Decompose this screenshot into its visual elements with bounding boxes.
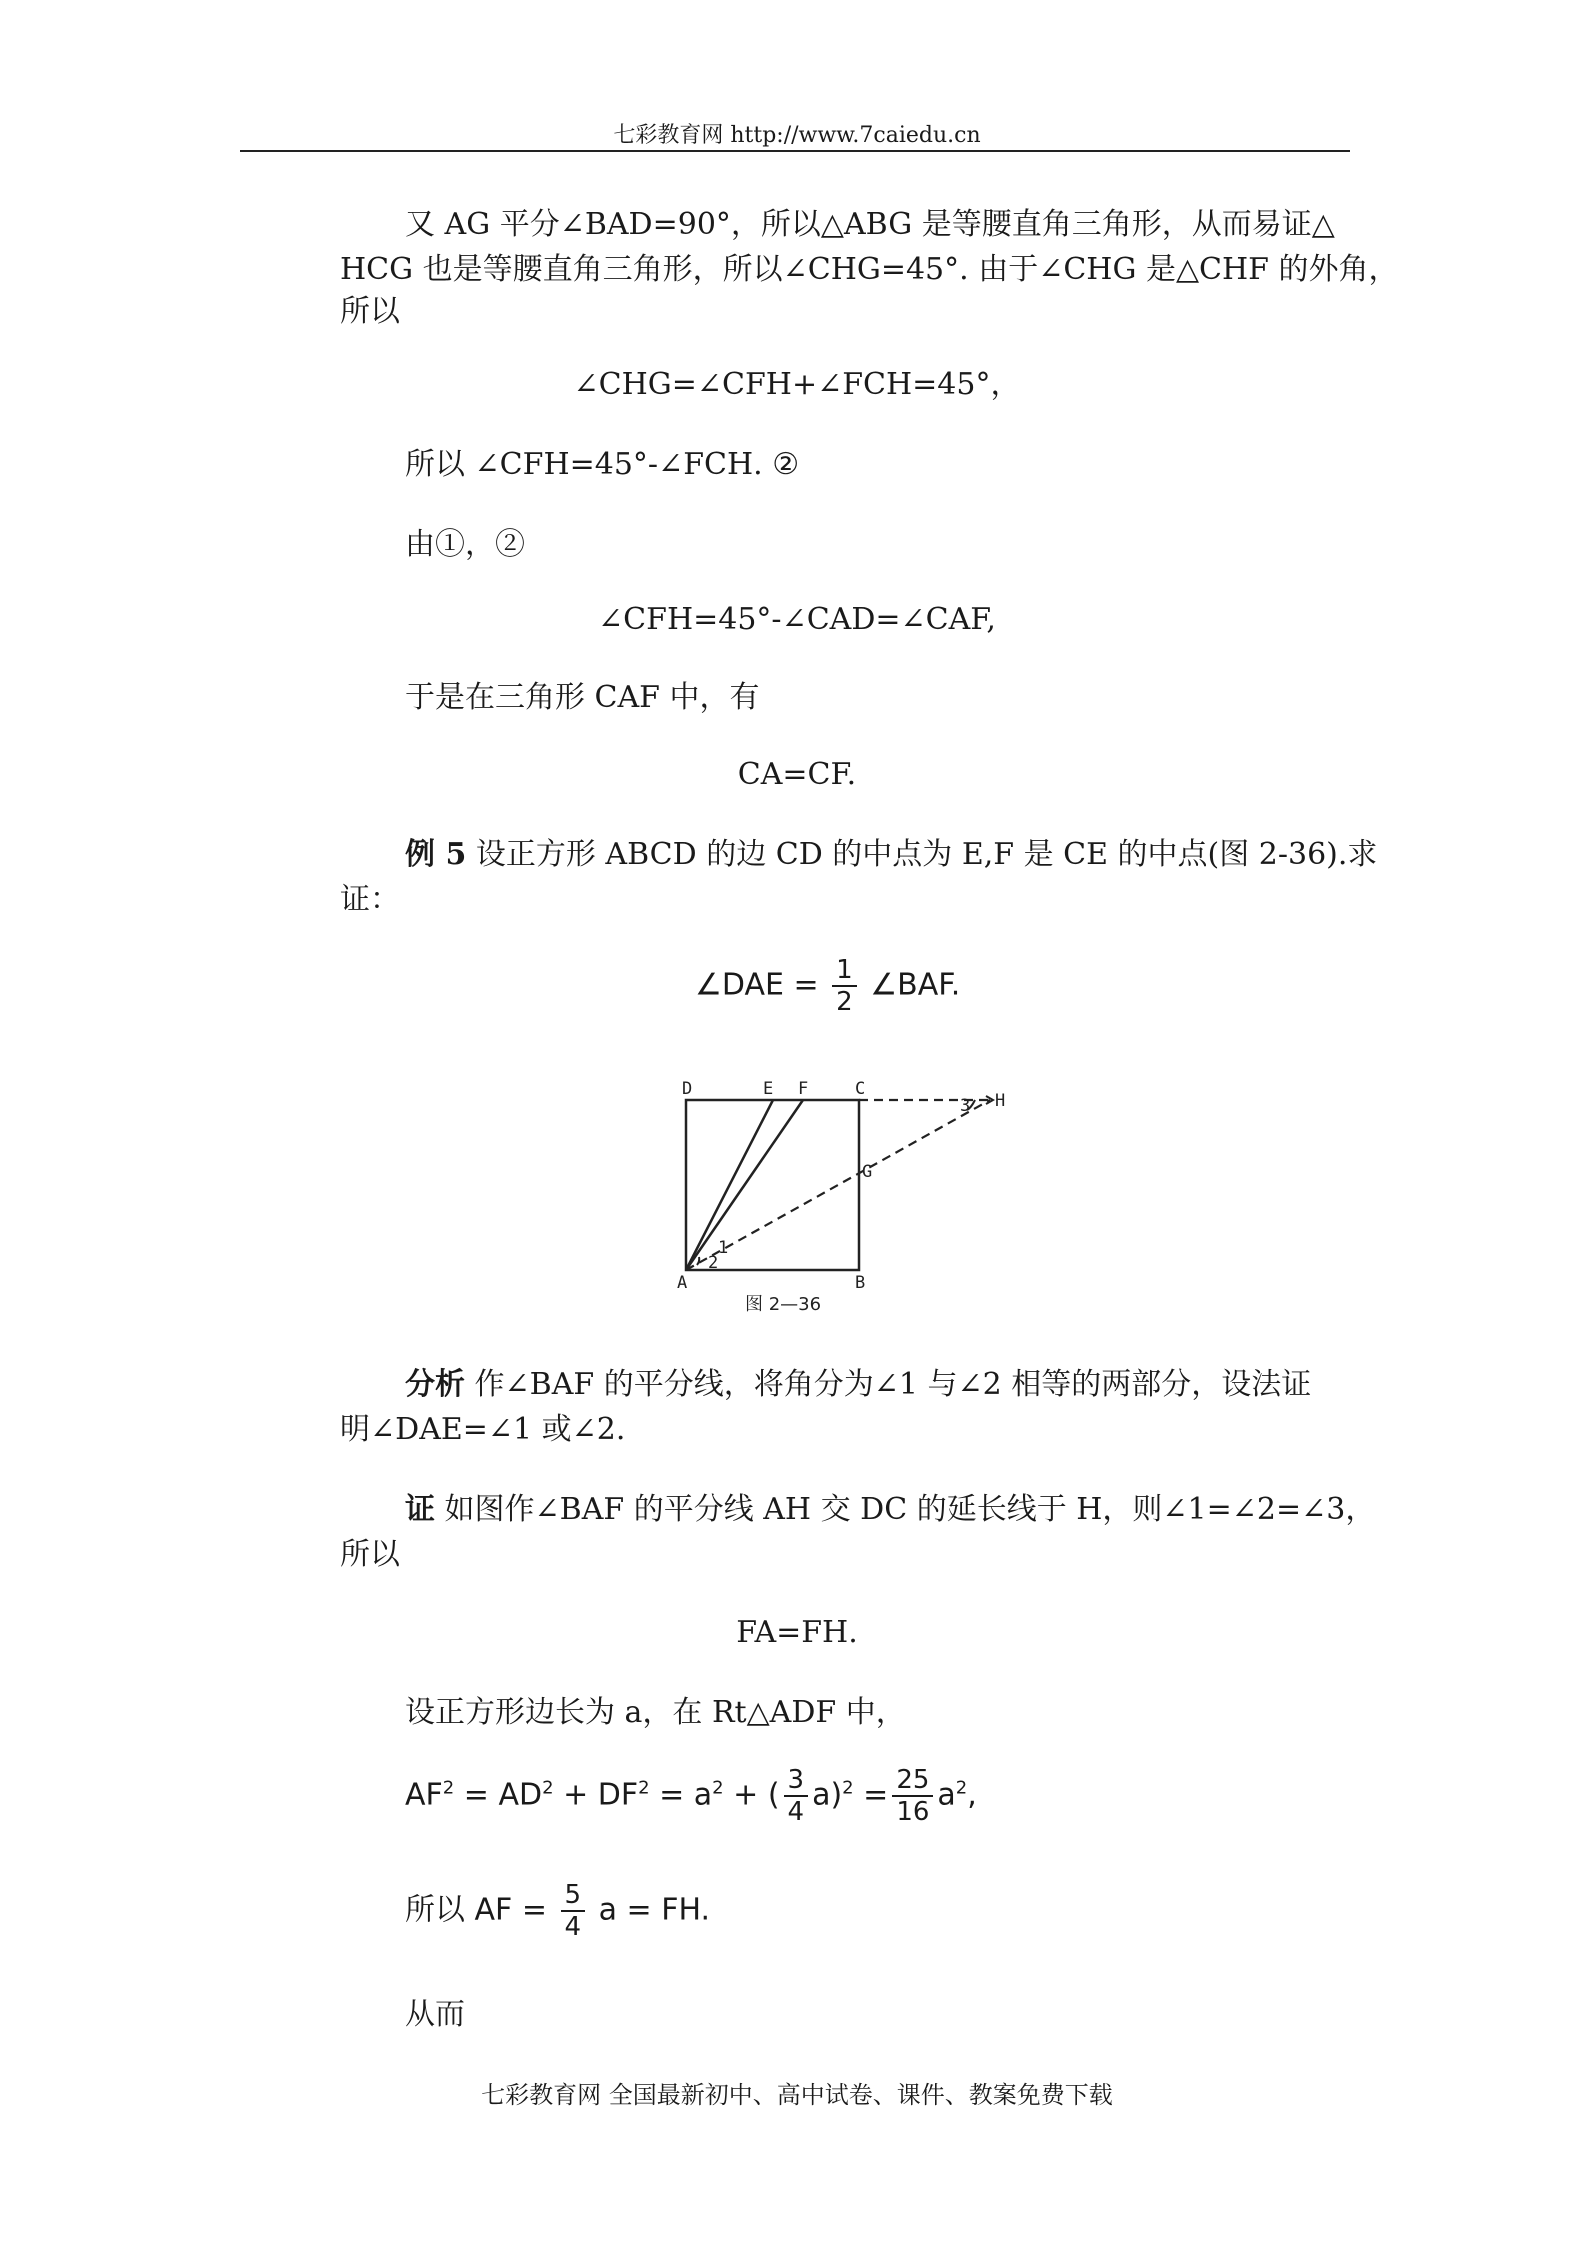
square-abcd — [686, 1100, 859, 1270]
analysis-text: 作∠BAF 的平分线，将角分为∠1 与∠2 相等的两部分，设法证 — [465, 1367, 1312, 1402]
proof-label: 证 — [405, 1492, 435, 1527]
example-label: 例 5 — [405, 837, 467, 872]
angle-2-arc — [697, 1257, 699, 1265]
equation-2: ∠CFH=45°-∠CAD=∠CAF, — [598, 602, 996, 637]
paragraph-line: 由①，② — [405, 527, 525, 562]
paragraph-line: 又 AG 平分∠BAD=90°，所以△ABG 是等腰直角三角形，从而易证△ — [405, 207, 1335, 242]
equation-7: 所以 AF = $\frac{5}{4}$ a = FH. — [405, 1880, 711, 1942]
paragraph-line: 从而 — [405, 1997, 465, 2032]
line-ah-dashed — [686, 1100, 990, 1270]
paragraph-line: 所以 — [340, 1537, 400, 1572]
page-header: 七彩教育网 http://www.7caiedu.cn — [613, 123, 981, 148]
label-angle-3: 3 — [960, 1096, 971, 1116]
analysis-line — [405, 1360, 1311, 1410]
equation-1: ∠CHG=∠CFH+∠FCH=45°， — [573, 367, 1021, 402]
line-af — [686, 1100, 803, 1270]
label-e: E — [763, 1079, 774, 1099]
header-rule — [240, 150, 1350, 152]
label-b: B — [855, 1273, 866, 1293]
paragraph-line: 于是在三角形 CAF 中，有 — [405, 680, 760, 715]
label-g: G — [862, 1162, 873, 1182]
label-a: A — [677, 1273, 688, 1293]
equation-5: FA=FH. — [736, 1615, 858, 1650]
label-d: D — [682, 1079, 693, 1099]
label-f: F — [798, 1079, 809, 1099]
analysis-label: 分析 — [405, 1367, 465, 1402]
figure-2-36 — [655, 1065, 1015, 1315]
equation-4: ∠DAE = $\frac{1}{2}$ ∠BAF. — [695, 955, 961, 1017]
equation-3: CA=CF. — [737, 757, 857, 792]
label-angle-2: 2 — [708, 1253, 719, 1273]
proof-text: 如图作∠BAF 的平分线 AH 交 DC 的延长线于 H，则∠1=∠2=∠3， — [435, 1492, 1376, 1527]
paragraph-line: 设正方形边长为 a，在 Rt△ADF 中， — [405, 1695, 906, 1730]
paragraph-line: 所以 ∠CFH=45°-∠FCH. ② — [405, 447, 800, 482]
label-c: C — [855, 1079, 866, 1099]
page-footer: 七彩教育网 全国最新初中、高中试卷、课件、教案免费下载 — [481, 2081, 1113, 2109]
label-h: H — [995, 1091, 1006, 1111]
paragraph-line: 明∠DAE=∠1 或∠2. — [340, 1412, 626, 1447]
paragraph-line: HCG 也是等腰直角三角形，所以∠CHG=45°. 由于∠CHG 是△CHF 的外角， — [340, 252, 1399, 287]
label-angle-1: 1 — [718, 1238, 729, 1258]
example-text: 设正方形 ABCD 的边 CD 的中点为 E,F 是 CE 的中点(图 2-36).求 — [466, 837, 1378, 872]
example-5-line — [405, 830, 1377, 880]
proof-line — [405, 1485, 1375, 1535]
equation-6: $AF^2 = AD^2 + DF^2 = a^2$ + ( $\frac{3}{4}$ a)$^2$ = $\frac{25}{16}$ $a^2$, — [405, 1765, 977, 1827]
paragraph-line: 所以 — [340, 294, 400, 329]
paragraph-line: 证： — [340, 882, 400, 917]
figure-caption: 图 2—36 — [745, 1294, 822, 1315]
